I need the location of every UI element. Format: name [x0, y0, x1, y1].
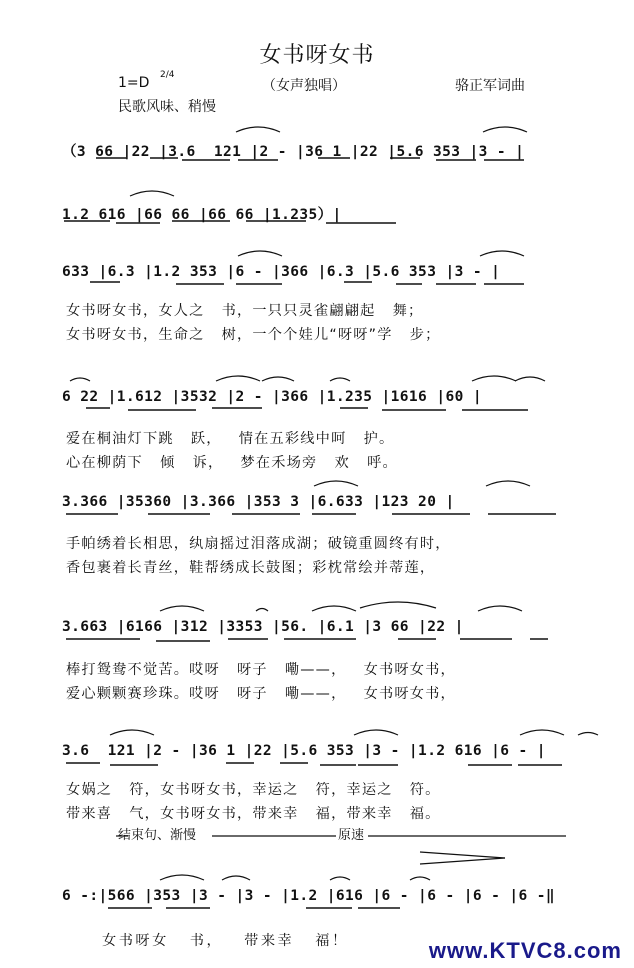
lyric-line-4a: 爱在桐油灯下跳 跃， 情在五彩线中呵 护。	[66, 431, 395, 447]
slur-20	[354, 730, 398, 735]
lyric-line-5b: 香包裹着长青丝，鞋帮绣成长鼓图；彩枕常绘并蒂莲，	[66, 560, 436, 576]
lyric-line-7a: 女娲之 符，女书呀女书，幸运之 符，幸运之 符。	[66, 782, 441, 798]
lyric-line-6b: 爱心颗颗赛珍珠。哎呀 呀子 嘞——， 女书呀女书，	[66, 686, 456, 702]
watermark: www.KTVC8.com	[428, 938, 622, 963]
slur-23	[160, 875, 204, 880]
slur-6	[70, 378, 90, 381]
lyric-line-7b: 带来喜 气，女书呀女书，带来幸 福，带来幸 福。	[66, 806, 441, 822]
hairpin-bottom	[420, 858, 505, 864]
slur-1	[236, 127, 280, 132]
style-note: 民歌风味、稍慢	[118, 99, 216, 115]
slur-15	[256, 609, 268, 612]
slur-26	[410, 877, 430, 880]
slur-14	[160, 606, 204, 611]
lyric-line-8: 女书呀女 书， 带来幸 福！	[102, 933, 349, 949]
music-line-3: 633 |6.3 |1.2 353 |6 - |366 |6.3 |5.6 353 |3 - |	[62, 264, 501, 280]
slur-11	[515, 377, 545, 381]
slur-13	[486, 481, 530, 486]
music-line-7: 3.6 121 |2 - |36 1 |22 |5.6 353 |3 - |1.2 616 |6 - |	[62, 743, 546, 759]
hairpin-top	[420, 852, 505, 858]
slur-25	[330, 877, 350, 880]
ending-note-text: 结束句、渐慢	[118, 828, 197, 843]
lyric-line-5a: 手帕绣着长相思，纨扇摇过泪落成湖；破镜重圆终有时，	[66, 536, 451, 552]
slur-12	[314, 481, 358, 486]
performance-type: （女声独唱）	[262, 78, 346, 94]
music-line-8: 6 -:|566 |353 |3 - |3 - |1.2 |616 |6 - |6 - |6 - |6 -‖	[62, 888, 556, 904]
lyric-line-6a: 棒打鸳鸯不觉苦。哎呀 呀子 嘞——， 女书呀女书，	[66, 662, 456, 678]
slur-22	[578, 733, 598, 736]
time-signature-value: 2/4	[160, 70, 175, 80]
tempo-return: 原速	[338, 828, 365, 843]
slur-19	[110, 730, 154, 735]
song-title: 女书呀女书	[259, 43, 375, 68]
credits: 骆正军词曲	[455, 78, 525, 94]
lyric-line-3a: 女书呀女书，女人之 书，一只只灵雀翩翩起 舞；	[66, 303, 424, 319]
slur-24	[222, 876, 250, 880]
slur-9	[330, 378, 350, 381]
key-signature: 1=D	[118, 75, 150, 91]
slur-8	[262, 377, 294, 381]
slur-16	[312, 606, 356, 611]
lyric-line-3b: 女书呀女书，生命之 树，一个个娃儿“呀呀”学 步；	[66, 327, 441, 343]
slur-21	[520, 730, 564, 735]
slur-5	[480, 251, 524, 256]
lyric-line-4b: 心在柳荫下 倾 诉， 梦在禾场旁 欢 呼。	[66, 455, 398, 471]
slur-18	[478, 606, 522, 611]
slur-17	[360, 602, 436, 608]
music-line-2: 1.2 616 |66 66 |66 66 |1.235）|	[62, 207, 342, 223]
slur-10	[472, 376, 516, 381]
music-line-5: 3.366 |35360 |3.366 |353 3 |6.633 |123 20 |	[62, 494, 455, 510]
music-line-4: 6 22 |1.612 |3532 |2 - |366 |1.235 |1616 |60 |	[62, 389, 482, 405]
slur-3	[130, 191, 174, 196]
music-line-1: （3 66 |22 |3.6 121 |2 - |36 1 |22 |5.6 353 |3 - |	[62, 144, 525, 160]
slur-2	[483, 127, 527, 132]
slur-4	[238, 251, 282, 256]
music-line-6: 3.663 |6166 |312 |3353 |56. |6.1 |3 66 |22 |	[62, 619, 464, 635]
slur-7	[216, 376, 260, 381]
